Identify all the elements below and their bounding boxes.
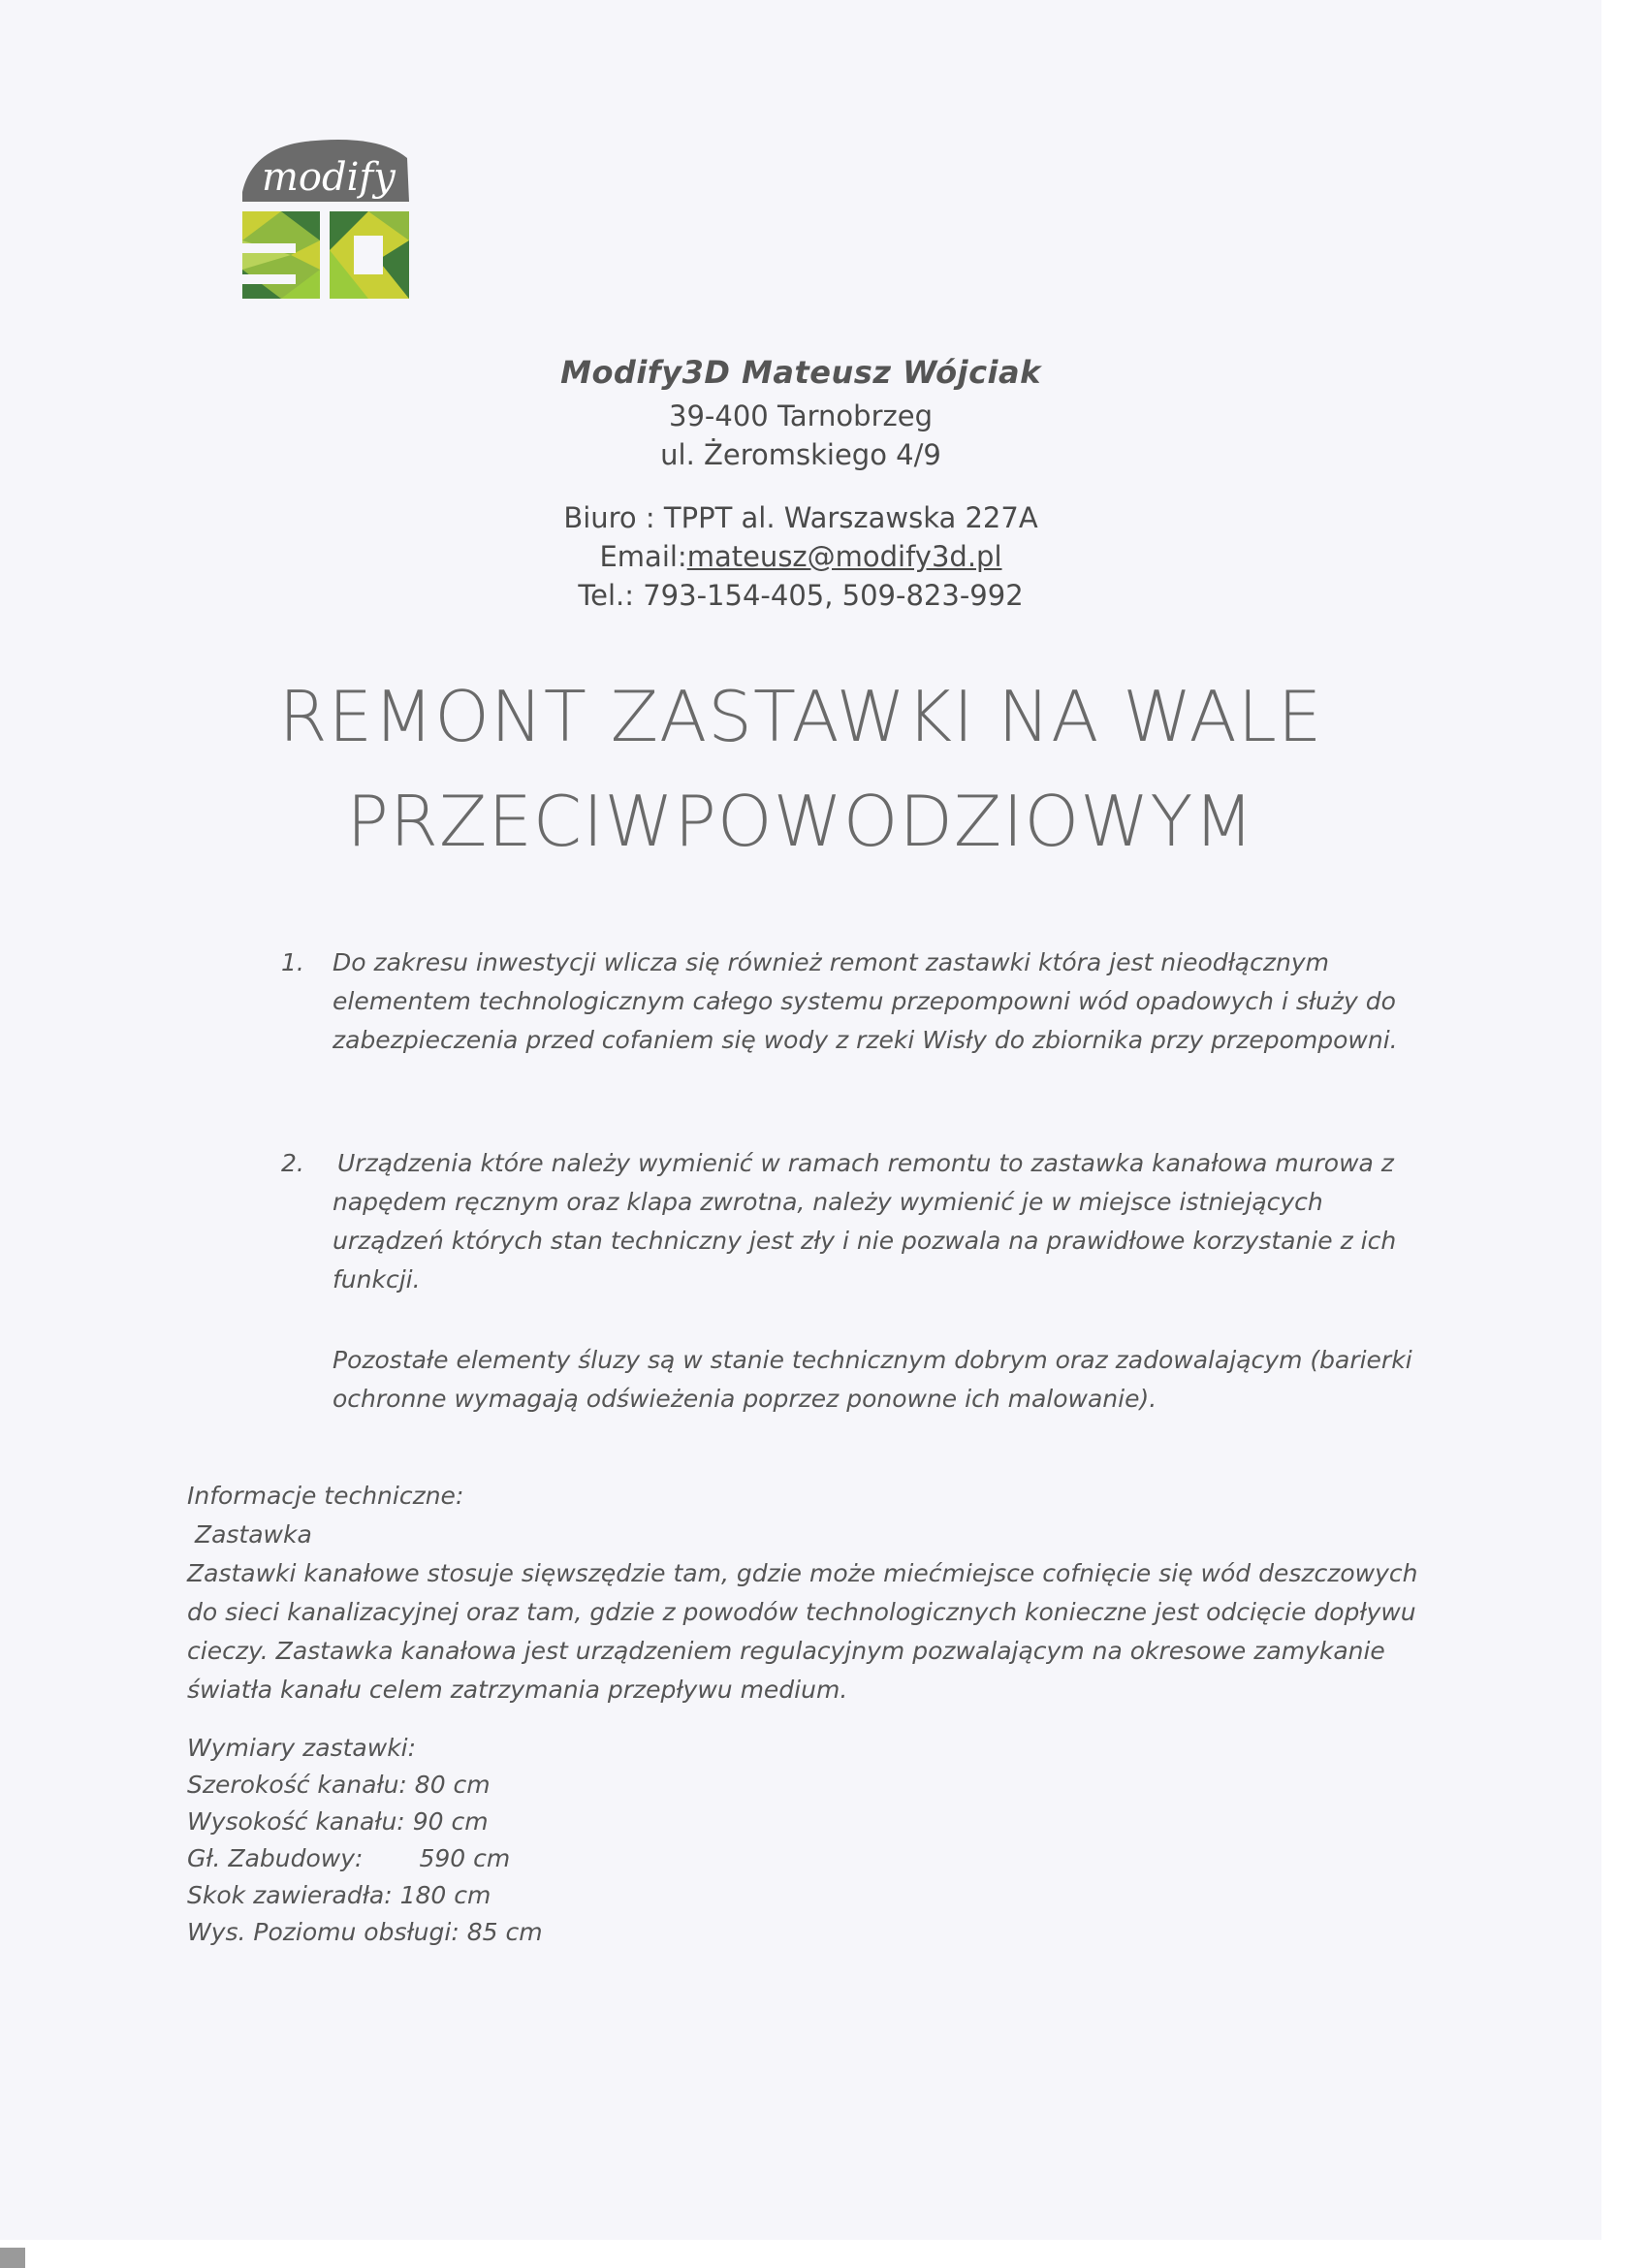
dimension-value: 90 cm bbox=[412, 1807, 489, 1836]
list-item-line: Do zakresu inwestycji wlicza się również remont zastawki która jest nieodłącznym bbox=[333, 948, 1329, 976]
office-address: Biuro : TPPT al. Warszawska 227A bbox=[563, 501, 1038, 534]
note-line: ochronne wymagają odświeżenia poprzez ponowne ich malowanie). bbox=[333, 1385, 1157, 1413]
note-line: Pozostałe elementy śluzy są w stanie technicznym dobrym oraz zadowalającym (barierki bbox=[333, 1346, 1412, 1374]
dimension-row bbox=[187, 1766, 866, 1803]
dimension-row bbox=[187, 1839, 866, 1876]
phone-line: Tel.: 793-154-405, 509-823-992 bbox=[578, 579, 1024, 612]
tech-line: światła kanału celem zatrzymania przepływu medium. bbox=[187, 1676, 848, 1704]
dimensions-list bbox=[187, 1729, 866, 1950]
dimension-value: 180 cm bbox=[399, 1881, 491, 1909]
list-item-line: zabezpieczenia przed cofaniem się wody z rzeki Wisły do zbiornika przy przepompowni. bbox=[333, 1026, 1398, 1054]
title-line-2: PRZECIWPOWODZIOWYM bbox=[346, 781, 1255, 862]
dimension-value: 590 cm bbox=[419, 1844, 511, 1872]
tech-line: do sieci kanalizacyjnej oraz tam, gdzie z powodów technologicznych konieczne jest odcięcie dopływu bbox=[187, 1598, 1416, 1626]
scan-margin-bottom bbox=[0, 2240, 1601, 2268]
scan-margin-right bbox=[1601, 0, 1648, 2268]
list-item bbox=[281, 943, 1425, 1060]
dimension-label: Wys. Poziomu obsługi: bbox=[187, 1918, 460, 1946]
dimension-value: 85 cm bbox=[466, 1918, 543, 1946]
list-item-line: urządzeń których stan techniczny jest zły i nie pozwala na prawidłowe korzystanie z ich bbox=[333, 1227, 1397, 1255]
scan-corner-shadow bbox=[0, 2248, 25, 2268]
postal-address: 39-400 Tarnobrzeg bbox=[669, 399, 933, 432]
list-item bbox=[281, 1144, 1425, 1299]
logo-3d-mark bbox=[242, 211, 409, 299]
company-logo bbox=[233, 134, 417, 308]
tech-line: Zastawki kanałowe stosuje sięwszędzie tam, gdzie może miećmiejsce cofnięcie się wód deszczowych bbox=[187, 1559, 1418, 1587]
logo-script-text: modify bbox=[262, 155, 396, 200]
title-line-1: REMONT ZASTAWKI NA WALE bbox=[278, 676, 1323, 757]
dimensions-heading: Wymiary zastawki: bbox=[187, 1734, 417, 1762]
street-address: ul. Żeromskiego 4/9 bbox=[660, 438, 941, 471]
dimension-label: Wysokość kanału: bbox=[187, 1807, 405, 1836]
list-item-line: funkcji. bbox=[333, 1265, 421, 1294]
dimension-label: Skok zawieradła: bbox=[187, 1881, 393, 1909]
tech-subheading: Zastawka bbox=[187, 1520, 312, 1549]
document-title bbox=[0, 664, 1601, 874]
technical-info bbox=[187, 1477, 1438, 1709]
dimension-row bbox=[187, 1803, 866, 1839]
list-item-number: 2. bbox=[281, 1149, 304, 1177]
tech-heading: Informacje techniczne: bbox=[187, 1482, 464, 1510]
list-item-line: elementem technologicznym całego systemu przepompowni wód opadowych i służy do bbox=[333, 987, 1396, 1015]
list-item-number: 1. bbox=[281, 948, 304, 976]
company-name: Modify3D Mateusz Wójciak bbox=[560, 354, 1041, 391]
dimension-row bbox=[187, 1876, 866, 1913]
dimension-value: 80 cm bbox=[414, 1771, 491, 1799]
email-link[interactable]: mateusz@modify3d.pl bbox=[686, 540, 1002, 573]
dimension-row bbox=[187, 1913, 866, 1950]
email-line bbox=[0, 537, 1601, 576]
dimension-label: Szerokość kanału: bbox=[187, 1771, 407, 1799]
list-item-line: Urządzenia które należy wymienić w ramach remontu to zastawka kanałowa murowa z bbox=[337, 1149, 1394, 1177]
dimension-label: Gł. Zabudowy: bbox=[187, 1844, 364, 1872]
company-header bbox=[0, 354, 1601, 615]
note-paragraph bbox=[333, 1341, 1428, 1419]
email-label: Email: bbox=[599, 540, 687, 573]
tech-line: cieczy. Zastawka kanałowa jest urządzeniem regulacyjnym pozwalającym na okresowe zamykanie bbox=[187, 1637, 1385, 1665]
list-item-line: napędem ręcznym oraz klapa zwrotna, należy wymienić je w miejsce istniejących bbox=[333, 1188, 1323, 1216]
